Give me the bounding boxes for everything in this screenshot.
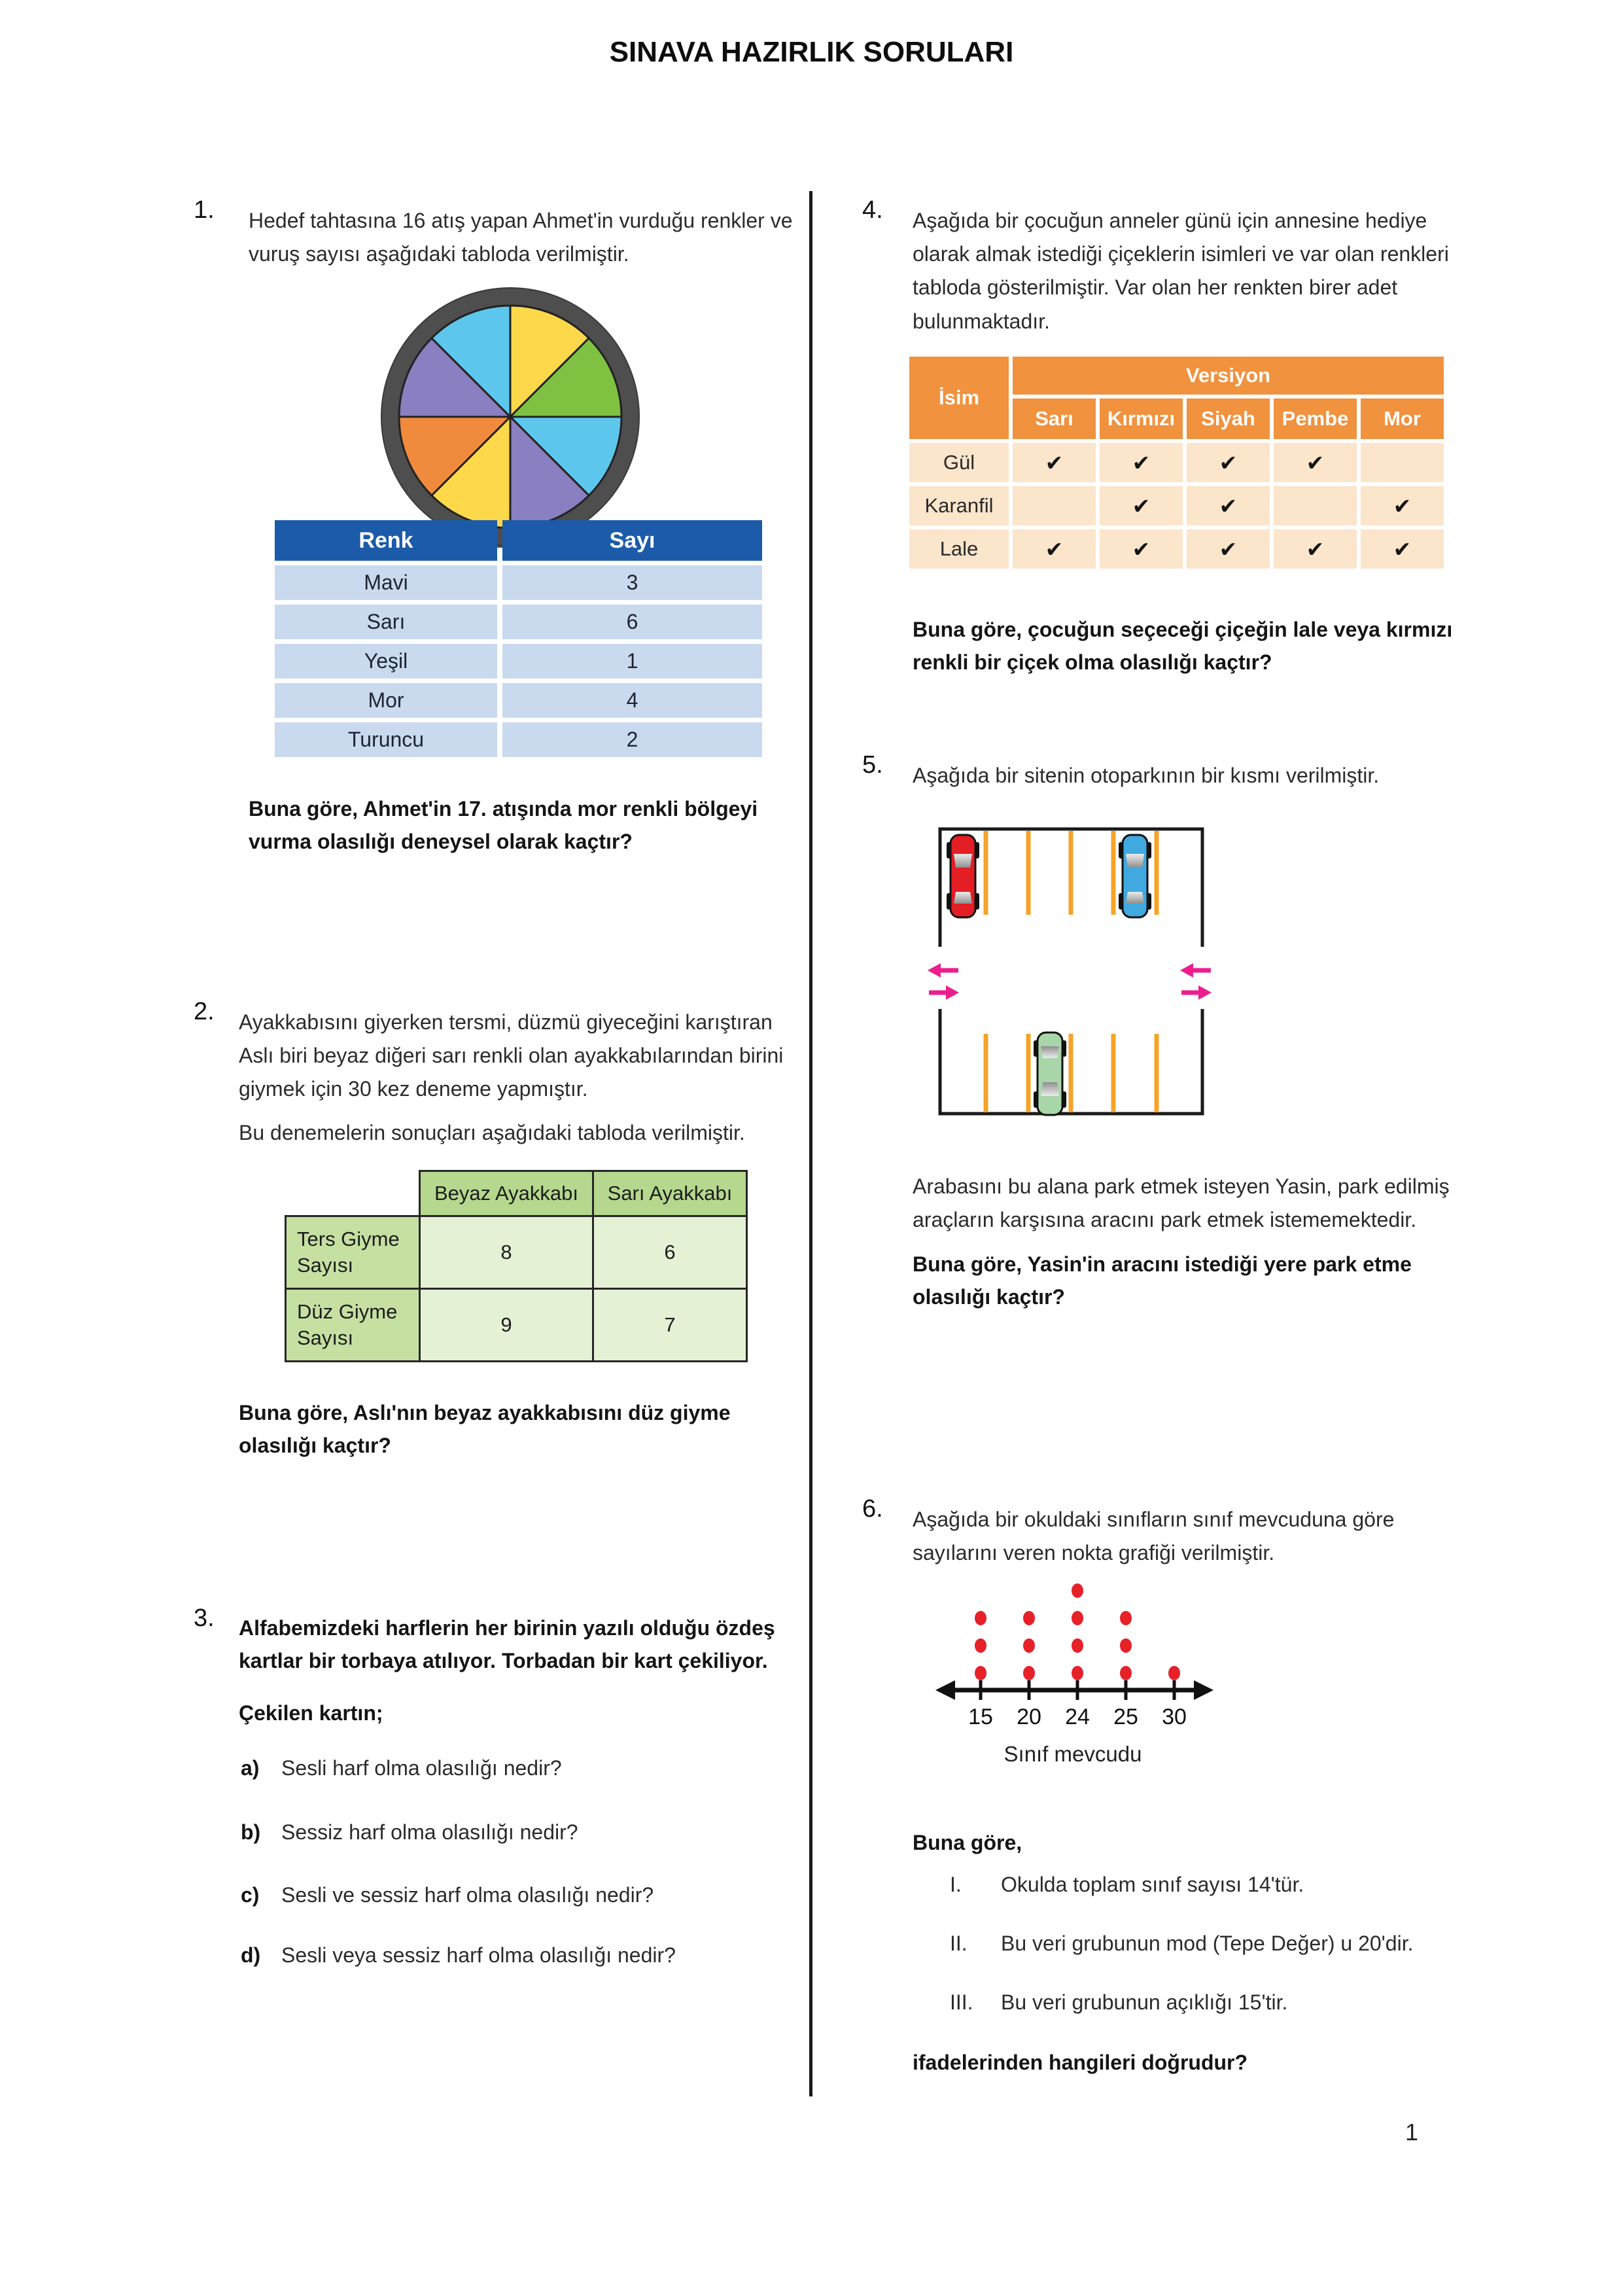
- check-cell: ✔: [1274, 529, 1357, 569]
- dot-plot-figure: [916, 1570, 1230, 1731]
- table-row: [286, 1216, 747, 1289]
- check-cell: [1013, 486, 1096, 525]
- question-4-text: Aşağıda bir çocuğun anneler günü için annesine hediye olarak almak istediği çiçeklerin isimleri ve var olan renkleri tabloda gösterilmiştir. Var olan her renkten birer adet bulunmaktadır.: [913, 209, 1449, 333]
- flower-name-cell: Lale: [909, 529, 1009, 569]
- check-cell: ✔: [1274, 443, 1357, 482]
- question-6-number: 6.: [862, 1495, 883, 1523]
- question-3-text: Alfabemizdeki harflerin her birinin yazılı olduğu özdeş kartlar bir torbaya atılıyor. Torbadan bir kart çekiliyor.: [239, 1616, 775, 1672]
- question-5-prompt: Buna göre, Yasin'in aracını istediği yere park etme olasılığı kaçtır?: [913, 1252, 1412, 1309]
- page-number: 1: [1405, 2119, 1419, 2146]
- data-dot: [1168, 1666, 1180, 1680]
- question-3-number: 3.: [194, 1604, 215, 1632]
- question-6-text: Aşağıda bir okuldaki sınıfların sınıf mevcuduna göre sayılarını veren nokta grafiği verilmiştir.: [913, 1508, 1395, 1565]
- option-d-label: d): [241, 1943, 261, 1967]
- flower-name-cell: Gül: [909, 443, 1009, 482]
- tick-label: 24: [1065, 1704, 1090, 1729]
- count-cell: 3: [502, 565, 762, 600]
- count-cell: 6: [502, 605, 762, 639]
- option-a: [241, 1756, 803, 1780]
- table-header-row: [286, 1171, 747, 1216]
- data-dot: [1120, 1611, 1132, 1625]
- value-cell: 6: [593, 1216, 747, 1289]
- shoe-trial-table: [285, 1170, 748, 1362]
- question-2-text: Ayakkabısını giyerken tersmi, düzmü giyeceğini karıştıran Aslı biri beyaz diğeri sarı renkli olan ayakkabılarından birini giymek için 30 kez deneme yapmıştır.: [239, 1010, 784, 1101]
- question-5-text: Aşağıda bir sitenin otoparkının bir kısmı verilmiştir.: [913, 764, 1380, 787]
- data-dot: [1023, 1611, 1035, 1625]
- option-d-text: Sesli veya sessiz harf olma olasılığı nedir?: [281, 1943, 676, 1967]
- row-label-cell: Düz Giyme Sayısı: [286, 1289, 420, 1362]
- table-header-siyah: Siyah: [1187, 398, 1270, 439]
- data-dot: [1023, 1666, 1035, 1680]
- green-car: [1034, 1033, 1066, 1115]
- option-a-label: a): [241, 1756, 260, 1780]
- spinner-wheel: [381, 288, 639, 548]
- red-car: [947, 835, 979, 917]
- column-divider: [809, 191, 812, 2096]
- tick-label: 30: [1162, 1704, 1187, 1729]
- table-row: [286, 1289, 747, 1362]
- traffic-direction-arrows: [928, 963, 1212, 1000]
- statement-3-numeral: III.: [950, 1990, 973, 2014]
- question-2-number: 2.: [194, 998, 215, 1025]
- question-2-prompt: Buna göre, Aslı'nın beyaz ayakkabısını düz giyme olasılığı kaçtır?: [239, 1401, 731, 1457]
- count-cell: 2: [502, 722, 762, 757]
- color-count-table: [275, 520, 762, 757]
- data-dot: [1072, 1583, 1083, 1598]
- table-header-isim: İsim: [909, 357, 1009, 439]
- option-b-label: b): [241, 1820, 261, 1844]
- table-header-renk: Renk: [275, 520, 497, 561]
- data-dot: [1072, 1666, 1083, 1680]
- table-header-kirmizi: Kırmızı: [1100, 398, 1183, 439]
- check-cell: [1274, 486, 1357, 525]
- data-dot: [975, 1666, 986, 1680]
- page-title: SINAVA HAZIRLIK SORULARI: [609, 36, 1014, 68]
- table-header-mor: Mor: [1361, 398, 1444, 439]
- count-cell: 4: [502, 683, 762, 718]
- statement-1-numeral: I.: [950, 1873, 962, 1896]
- dot-plot: [935, 1583, 1213, 1729]
- check-cell: ✔: [1100, 486, 1183, 525]
- tick-label: 20: [1017, 1704, 1041, 1729]
- statement-3: [950, 1990, 1467, 2015]
- check-cell: [1361, 443, 1444, 482]
- check-cell: ✔: [1013, 443, 1096, 482]
- value-cell: 9: [420, 1289, 593, 1362]
- blue-car: [1119, 835, 1151, 917]
- question-4-number: 4.: [862, 196, 883, 224]
- data-dot: [1023, 1638, 1035, 1653]
- question-5-number: 5.: [862, 751, 883, 779]
- option-c-label: c): [241, 1883, 260, 1907]
- check-cell: ✔: [1187, 486, 1270, 525]
- check-cell: ✔: [1361, 529, 1444, 569]
- table-header-beyaz: Beyaz Ayakkabı: [420, 1171, 593, 1216]
- parking-lot-figure: [909, 808, 1223, 1129]
- color-name-cell: Turuncu: [275, 722, 497, 757]
- statement-1: [950, 1873, 1467, 1897]
- tick-label: 25: [1113, 1704, 1138, 1729]
- data-dot: [1120, 1666, 1132, 1680]
- question-1-number: 1.: [194, 196, 215, 224]
- check-cell: ✔: [1100, 529, 1183, 569]
- option-a-text: Sesli harf olma olasılığı nedir?: [281, 1756, 562, 1780]
- table-header-sari: Sarı: [1013, 398, 1096, 439]
- data-dot: [975, 1638, 986, 1653]
- check-cell: ✔: [1361, 486, 1444, 525]
- statement-3-text: Bu veri grubunun açıklığı 15'tir.: [1001, 1990, 1288, 2014]
- check-cell: ✔: [1100, 443, 1183, 482]
- empty-corner-cell: [286, 1171, 420, 1216]
- table-header-pembe: Pembe: [1274, 398, 1357, 439]
- statement-2: [950, 1932, 1467, 1956]
- question-6-lead: Buna göre,: [913, 1831, 1022, 1854]
- data-dot: [1072, 1638, 1083, 1653]
- data-dot: [1120, 1638, 1132, 1653]
- question-1-prompt: Buna göre, Ahmet'in 17. atışında mor renkli bölgeyi vurma olasılığı deneysel olarak kaçtır?: [249, 797, 758, 853]
- value-cell: 7: [593, 1289, 747, 1362]
- option-b: [241, 1820, 803, 1845]
- dot-plot-xlabel: Sınıf mevcudu: [1003, 1742, 1142, 1766]
- statement-2-text: Bu veri grubunun mod (Tepe Değer) u 20'dir.: [1001, 1932, 1414, 1955]
- spinner-wheel-figure: [366, 278, 654, 553]
- color-name-cell: Mavi: [275, 565, 497, 600]
- option-b-text: Sessiz harf olma olasılığı nedir?: [281, 1820, 578, 1844]
- value-cell: 8: [420, 1216, 593, 1289]
- parked-cars: [947, 835, 1151, 1115]
- statement-1-text: Okulda toplam sınıf sayısı 14'tür.: [1001, 1873, 1304, 1896]
- data-dot: [1072, 1611, 1083, 1625]
- statement-2-numeral: II.: [950, 1932, 968, 1955]
- question-3-lead: Çekilen kartın;: [239, 1701, 383, 1725]
- color-name-cell: Yeşil: [275, 644, 497, 679]
- option-c: [241, 1883, 803, 1907]
- table-header-sayi: Sayı: [502, 520, 762, 561]
- question-5-text2: Arabasını bu alana park etmek isteyen Yasin, park edilmiş araçların karşısına aracını park etmek istememektedir.: [913, 1174, 1450, 1232]
- check-cell: ✔: [1187, 529, 1270, 569]
- check-cell: ✔: [1013, 529, 1096, 569]
- flower-name-cell: Karanfil: [909, 486, 1009, 525]
- option-d: [241, 1943, 803, 1968]
- flower-color-table: [909, 357, 1451, 569]
- data-dot: [975, 1611, 986, 1625]
- color-name-cell: Sarı: [275, 605, 497, 639]
- question-1-text: Hedef tahtasına 16 atış yapan Ahmet'in vurduğu renkler ve vuruş sayısı aşağıdaki tabloda verilmiştir.: [249, 209, 793, 266]
- question-6-prompt: ifadelerinden hangileri doğrudur?: [913, 2051, 1248, 2074]
- color-name-cell: Mor: [275, 683, 497, 718]
- check-cell: ✔: [1187, 443, 1270, 482]
- table-header-versiyon: Versiyon: [1013, 357, 1444, 395]
- table-header-sari: Sarı Ayakkabı: [593, 1171, 747, 1216]
- row-label-cell: Ters Giyme Sayısı: [286, 1216, 420, 1289]
- option-c-text: Sesli ve sessiz harf olma olasılığı nedir?: [281, 1883, 654, 1907]
- count-cell: 1: [502, 644, 762, 679]
- question-2-text2: Bu denemelerin sonuçları aşağıdaki tabloda verilmiştir.: [239, 1121, 745, 1144]
- tick-label: 15: [968, 1704, 993, 1729]
- question-4-prompt: Buna göre, çocuğun seçeceği çiçeğin lale veya kırmızı renkli bir çiçek olma olasılığı kaçtır?: [913, 618, 1453, 674]
